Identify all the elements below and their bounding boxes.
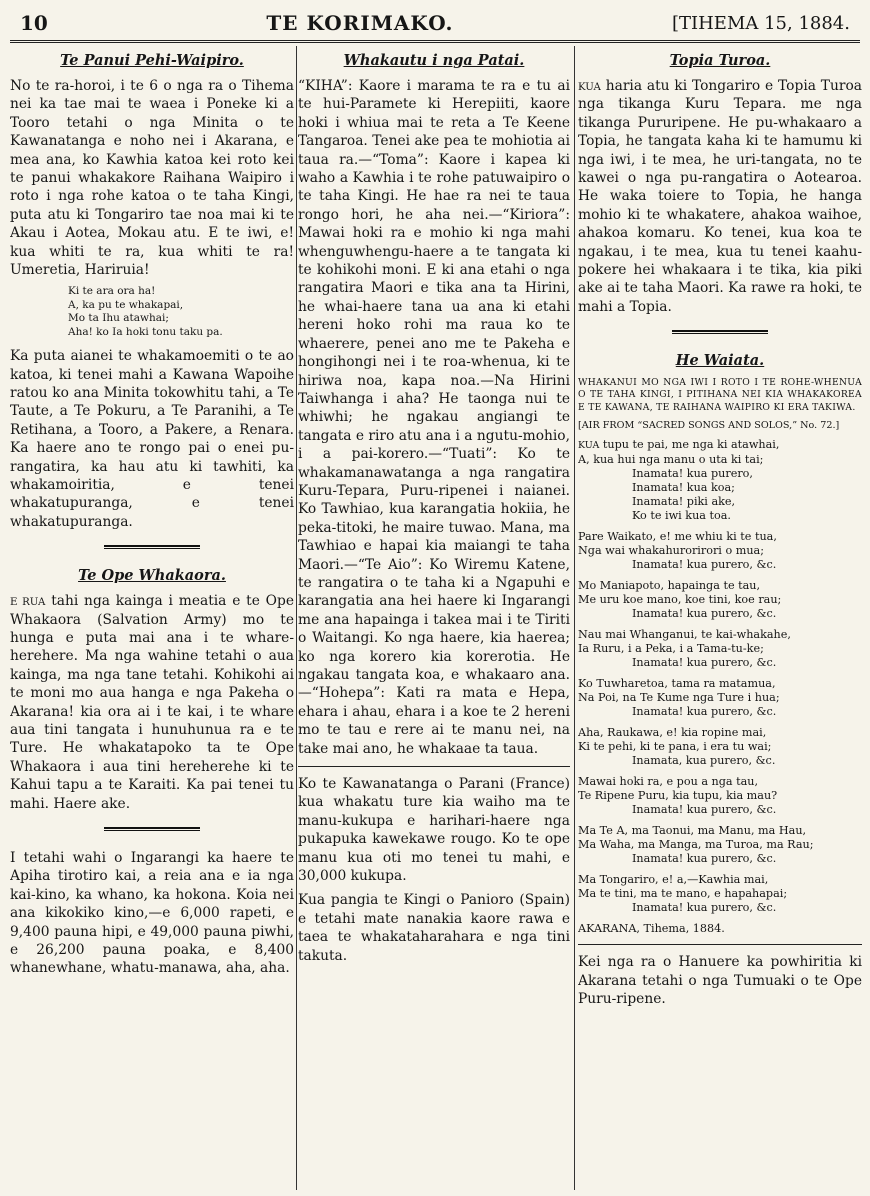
article-title: Whakautu i nga Patai. bbox=[343, 52, 525, 69]
drop-cap-text: E RUA bbox=[10, 597, 46, 609]
song bbox=[578, 438, 862, 936]
song-line: Nga wai whakahurorirori o mua; bbox=[578, 544, 764, 558]
song-line: Inamata! kua purero, &c. bbox=[632, 656, 777, 670]
article-paragraph bbox=[10, 592, 294, 813]
stanza bbox=[578, 677, 862, 719]
song-line: Na Poi, na Te Kume nga Ture i hua; bbox=[578, 691, 780, 705]
article-paragraph: Ka puta aianei te whakamoemiti o te ao katoa, ki tenei mahi a Kawana Wapoihe ratou ko ana Minita tokowhitu tahi, a Te Taute, a Te Pokuru, a Te Paranihi, a Te Retihana, a Tooro, a Pakere, a Renara. Ka haere ano te rongo pai o enei pu-rangatira, ka hau atu ki tawhiti, ka whakamoiritia, e tenei whakatupuranga, e tenei whakatupuranga. bbox=[10, 348, 294, 530]
paper-title: TE KORIMAKO. bbox=[266, 11, 454, 35]
song-line: Inamata! kua koa; bbox=[632, 481, 735, 495]
song-line: Nau mai Whanganui, te kai-whakahe, bbox=[578, 628, 791, 642]
article-title: Te Ope Whakaora. bbox=[78, 567, 226, 585]
song-line: Ma Tongariro, e! a,—Kawhia mai, bbox=[578, 873, 769, 887]
song-line: Inamata! kua purero, &c. bbox=[632, 901, 777, 915]
song-line: Pare Waikato, e! me whiu ki te tua, bbox=[578, 530, 777, 544]
poem-line: Mo ta Ihu atawhai; bbox=[68, 312, 169, 325]
line-text: tupu te pai, me nga ki atawhai, bbox=[599, 438, 780, 452]
song-line: Inamata! kua purero, &c. bbox=[632, 705, 777, 719]
issue-date: [TIHEMA 15, 1884. bbox=[671, 12, 850, 34]
stanza bbox=[578, 438, 862, 523]
article-paragraph: Kua pangia te Kingi o Panioro (Spain) e tetahi mate nanakia kaore rawa e taea te whakataharahara e nga tini takuta. bbox=[298, 892, 570, 964]
article-paragraph: Ko te Kawanatanga o Parani (France) kua whakatu ture kia waiho ma te manu-kukupa e harihari-haere nga pukapuka kawekawe rougo. Ko te ope manu kua oti mo tenei tu mahi, e 30,000 kukupa. bbox=[298, 776, 570, 885]
song-line bbox=[578, 438, 862, 453]
paragraph-text: tahi nga kainga i meatia e te Ope Whakaora (Salvation Army) mo te hunga e puta mai ana i te whare-herehere. Ma nga wahine tetahi o aua kainga, ma nga tane tetahi. Kohikohi ai te moni mo aua hanga e nga Pakeha o Akarana! kia ora ai i te kai, i te whare aua tini tangata i hunuhunua ra e te Ture. He whakatapoko ta te Ope Whakaora i aua tini hereherehe ki te Kahui tapu a te Karaiti. Ka pai tenei tu mahi. Haere ake. bbox=[10, 593, 294, 812]
song-line: Ma Waha, ma Manga, ma Turoa, ma Rau; bbox=[578, 838, 814, 852]
song-line: Inamata! kua purero, &c. bbox=[632, 558, 777, 572]
stanza bbox=[578, 530, 862, 572]
song-line: Mo Maniapoto, hapainga te tau, bbox=[578, 579, 761, 593]
song-line: Inamata! kua purero, &c. bbox=[632, 607, 777, 621]
song-line: Inamata, kua purero, &c. bbox=[632, 754, 776, 768]
song-line: Ki te pehi, ki te pana, i era tu wai; bbox=[578, 740, 772, 754]
drop-cap-text: KUA bbox=[578, 82, 601, 93]
song-line: Inamata! kua purero, &c. bbox=[632, 852, 777, 866]
column-rule bbox=[574, 46, 575, 1190]
stanza bbox=[578, 873, 862, 915]
poem-line: A, ka pu te whakapai, bbox=[68, 298, 184, 311]
song-line: Te Ripene Puru, kia tupu, kia mau? bbox=[578, 789, 778, 803]
column-3 bbox=[578, 50, 862, 1192]
header-rule bbox=[10, 40, 860, 43]
stanza bbox=[578, 628, 862, 670]
song-line: Ma te tini, ma te mano, e hapahapai; bbox=[578, 887, 788, 901]
article-paragraph bbox=[578, 77, 862, 316]
page-number: 10 bbox=[20, 11, 48, 35]
song-line: Inamata! piki ake, bbox=[632, 495, 736, 509]
song-line: Inamata! kua purero, bbox=[632, 467, 753, 481]
article-paragraph: “KIHA”: Kaore i marama te ra e tu ai te hui-Paramete ki Herepiiti, kaore hoki i whiua mai te reta a Te Keene Tangaroa. Tenei ake pea te mohiotia ai taua ra.—“Toma”: Kaore i kapea ki waho a Kawhia i te rohe patuwaipiro o te taha Kingi. He hae ra nei te taua rongo hori, he aha nei.—“Kiriora”: Mawai hoki ra e mohio ki nga mahi whenguwhengu-haere a te tangata ki te kohikohi moni. E ki ana etahi o nga rangatira Maori e tika ana ta Hirini, he whai-haere tana ua ana ki etahi hereni hoko rohi ma raua ko te whaerere, penei ano me te Pakeha e hongihongi nei i te roa-whenua, ki te hiriwa noa, kapa noa.—Na Hirini Taiwhanga i aha? He taonga nui te whiwhi; he ngakau angiangi te tangata e riro atu ana i a ngutu-mohio, i a pai-korero.—“Tuati”: Ko te whakamanawatanga a nga rangatira Kuru-Tepara, Puru-ripenei i naianei. Ko Tawhiao, kua karangatia hokiia, he peka-titoki, he maire tuwao. Mana, ma Tawhiao e hapai kia maiangi te taha Maori.—“Te Aio”: Ko Wiremu Katene, te rangatira o te taha ki a Ngapuhi e karangatia ana hei haere ki Ingarangi me ana hapainga i takea mai i te Tiriti o Waitangi. Ko nga haere, kia haerea; ko nga korero kia korerotia. He ngakau tangata koa, e whakaaro ana.—“Hohepa”: Kati ra mata e Hepa, ehara i ahau, ehara i a koe te 2 hereni mo te tau e rere ai te manu nei, na take mai ano, he whakaae ta taua. bbox=[298, 78, 570, 757]
song-line: Mawai hoki ra, e pou a nga tau, bbox=[578, 775, 759, 789]
song-line: Aha, Raukawa, e! kia ropine mai, bbox=[578, 726, 767, 740]
article-paragraph: I tetahi wahi o Ingarangi ka haere te Apiha tirotiro kai, a reia ana e ia nga kai-kino, ka whano, ka hokona. Koia nei ana kikokiko kino,—e 6,000 rapeti, e 9,400 pauna hipi, e 49,000 pauna piwhi, e 26,200 pauna poaka, e 8,400 whanewhane, whatu-manawa, aha, aha. bbox=[10, 850, 294, 977]
stanza bbox=[578, 775, 862, 817]
section-separator bbox=[298, 766, 570, 767]
poem-line: Aha! ko Ia hoki tonu taku pa. bbox=[68, 325, 223, 338]
stanza bbox=[578, 579, 862, 621]
article-paragraph: Kei nga ra o Hanuere ka powhiritia ki Akarana tetahi o nga Tumuaki o te Ope Puru-ripene. bbox=[578, 954, 862, 1008]
column-1 bbox=[10, 50, 294, 1192]
drop-cap-text: KUA bbox=[578, 440, 600, 452]
song-line: Ko te iwi kua toa. bbox=[632, 509, 731, 523]
song-signature: AKARANA, Tihema, 1884. bbox=[578, 922, 725, 936]
song-line: Ma Te A, ma Taonui, ma Manu, ma Hau, bbox=[578, 824, 807, 838]
section-separator bbox=[104, 827, 200, 831]
song-air-note: [AIR FROM “SACRED SONGS AND SOLOS,” No. 72.] bbox=[578, 419, 840, 431]
masthead bbox=[20, 8, 850, 38]
stanza bbox=[578, 726, 862, 768]
song-line: A, kua hui nga manu o uta ki tai; bbox=[578, 453, 764, 467]
article-title: Te Panui Pehi-Waipiro. bbox=[60, 52, 244, 69]
section-separator bbox=[672, 330, 768, 334]
stanza bbox=[578, 824, 862, 866]
poem-line: Ki te ara ora ha! bbox=[68, 285, 156, 298]
paragraph-text: haria atu ki Tongariro e Topia Turoa nga tikanga Kuru Tepara. me nga tikanga Pururipene. He pu-whakaaro a Topia, he tangata kaha ki te hamumu ki nga iwi, i te mea, he uri-tangata, no te kawei o nga pu-rangatira o Aotearoa. He waka toiere to Topia, he hanga mohio ki te whakatere, ahakoa waihoe, ahakoa komaru. Ko tenei, kua koa te ngakau, i te mea, kua tu tenei kaahu-pokere hei whakaara i te tika, kia piki ake ai te taha Maori. Ka rawe ra hoki, te mahi a Topia. bbox=[578, 78, 862, 315]
article-paragraph: No te ra-horoi, i te 6 o nga ra o Tihema nei ka tae mai te waea i Poneke ki a Tooro tetahi o nga Minita o te Kawanatanga e noho nei i Akarana, e mea ana, ko Kawhia katoa kei roto kei te panui whakakore Raihana Waipiro i roto i nga rohe katoa o te taha Kingi, puta atu ki Tongariro tae noa mai ki te Akau i Aotea, Mokau atu. E te iwi, e! kua whiti te ra, kua whiti te ra! Umeretia, Hariruia! bbox=[10, 78, 294, 279]
poem bbox=[68, 285, 294, 339]
song-line: Ko Tuwharetoa, tama ra matamua, bbox=[578, 677, 776, 691]
article-title: He Waiata. bbox=[675, 352, 765, 370]
column-rule bbox=[296, 46, 297, 1190]
section-separator bbox=[104, 545, 200, 549]
song-line: Me uru koe mano, koe tini, koe rau; bbox=[578, 593, 782, 607]
song-line: Inamata! kua purero, &c. bbox=[632, 803, 777, 817]
article-title: Topia Turoa. bbox=[669, 52, 771, 69]
song-subheading: WHAKANUI MO NGA IWI I ROTO I TE ROHE-WHENUA O TE TAHA KINGI, I PITIHANA NEI KIA WHAKAKOREA E TE KAWANA, TE RAIHANA WAIPIRO KI ERA TAKIWA. bbox=[578, 377, 862, 413]
song-line: Ia Ruru, i a Peka, i a Tama-tu-ke; bbox=[578, 642, 764, 656]
column-2 bbox=[298, 50, 570, 1192]
section-separator bbox=[578, 944, 862, 945]
